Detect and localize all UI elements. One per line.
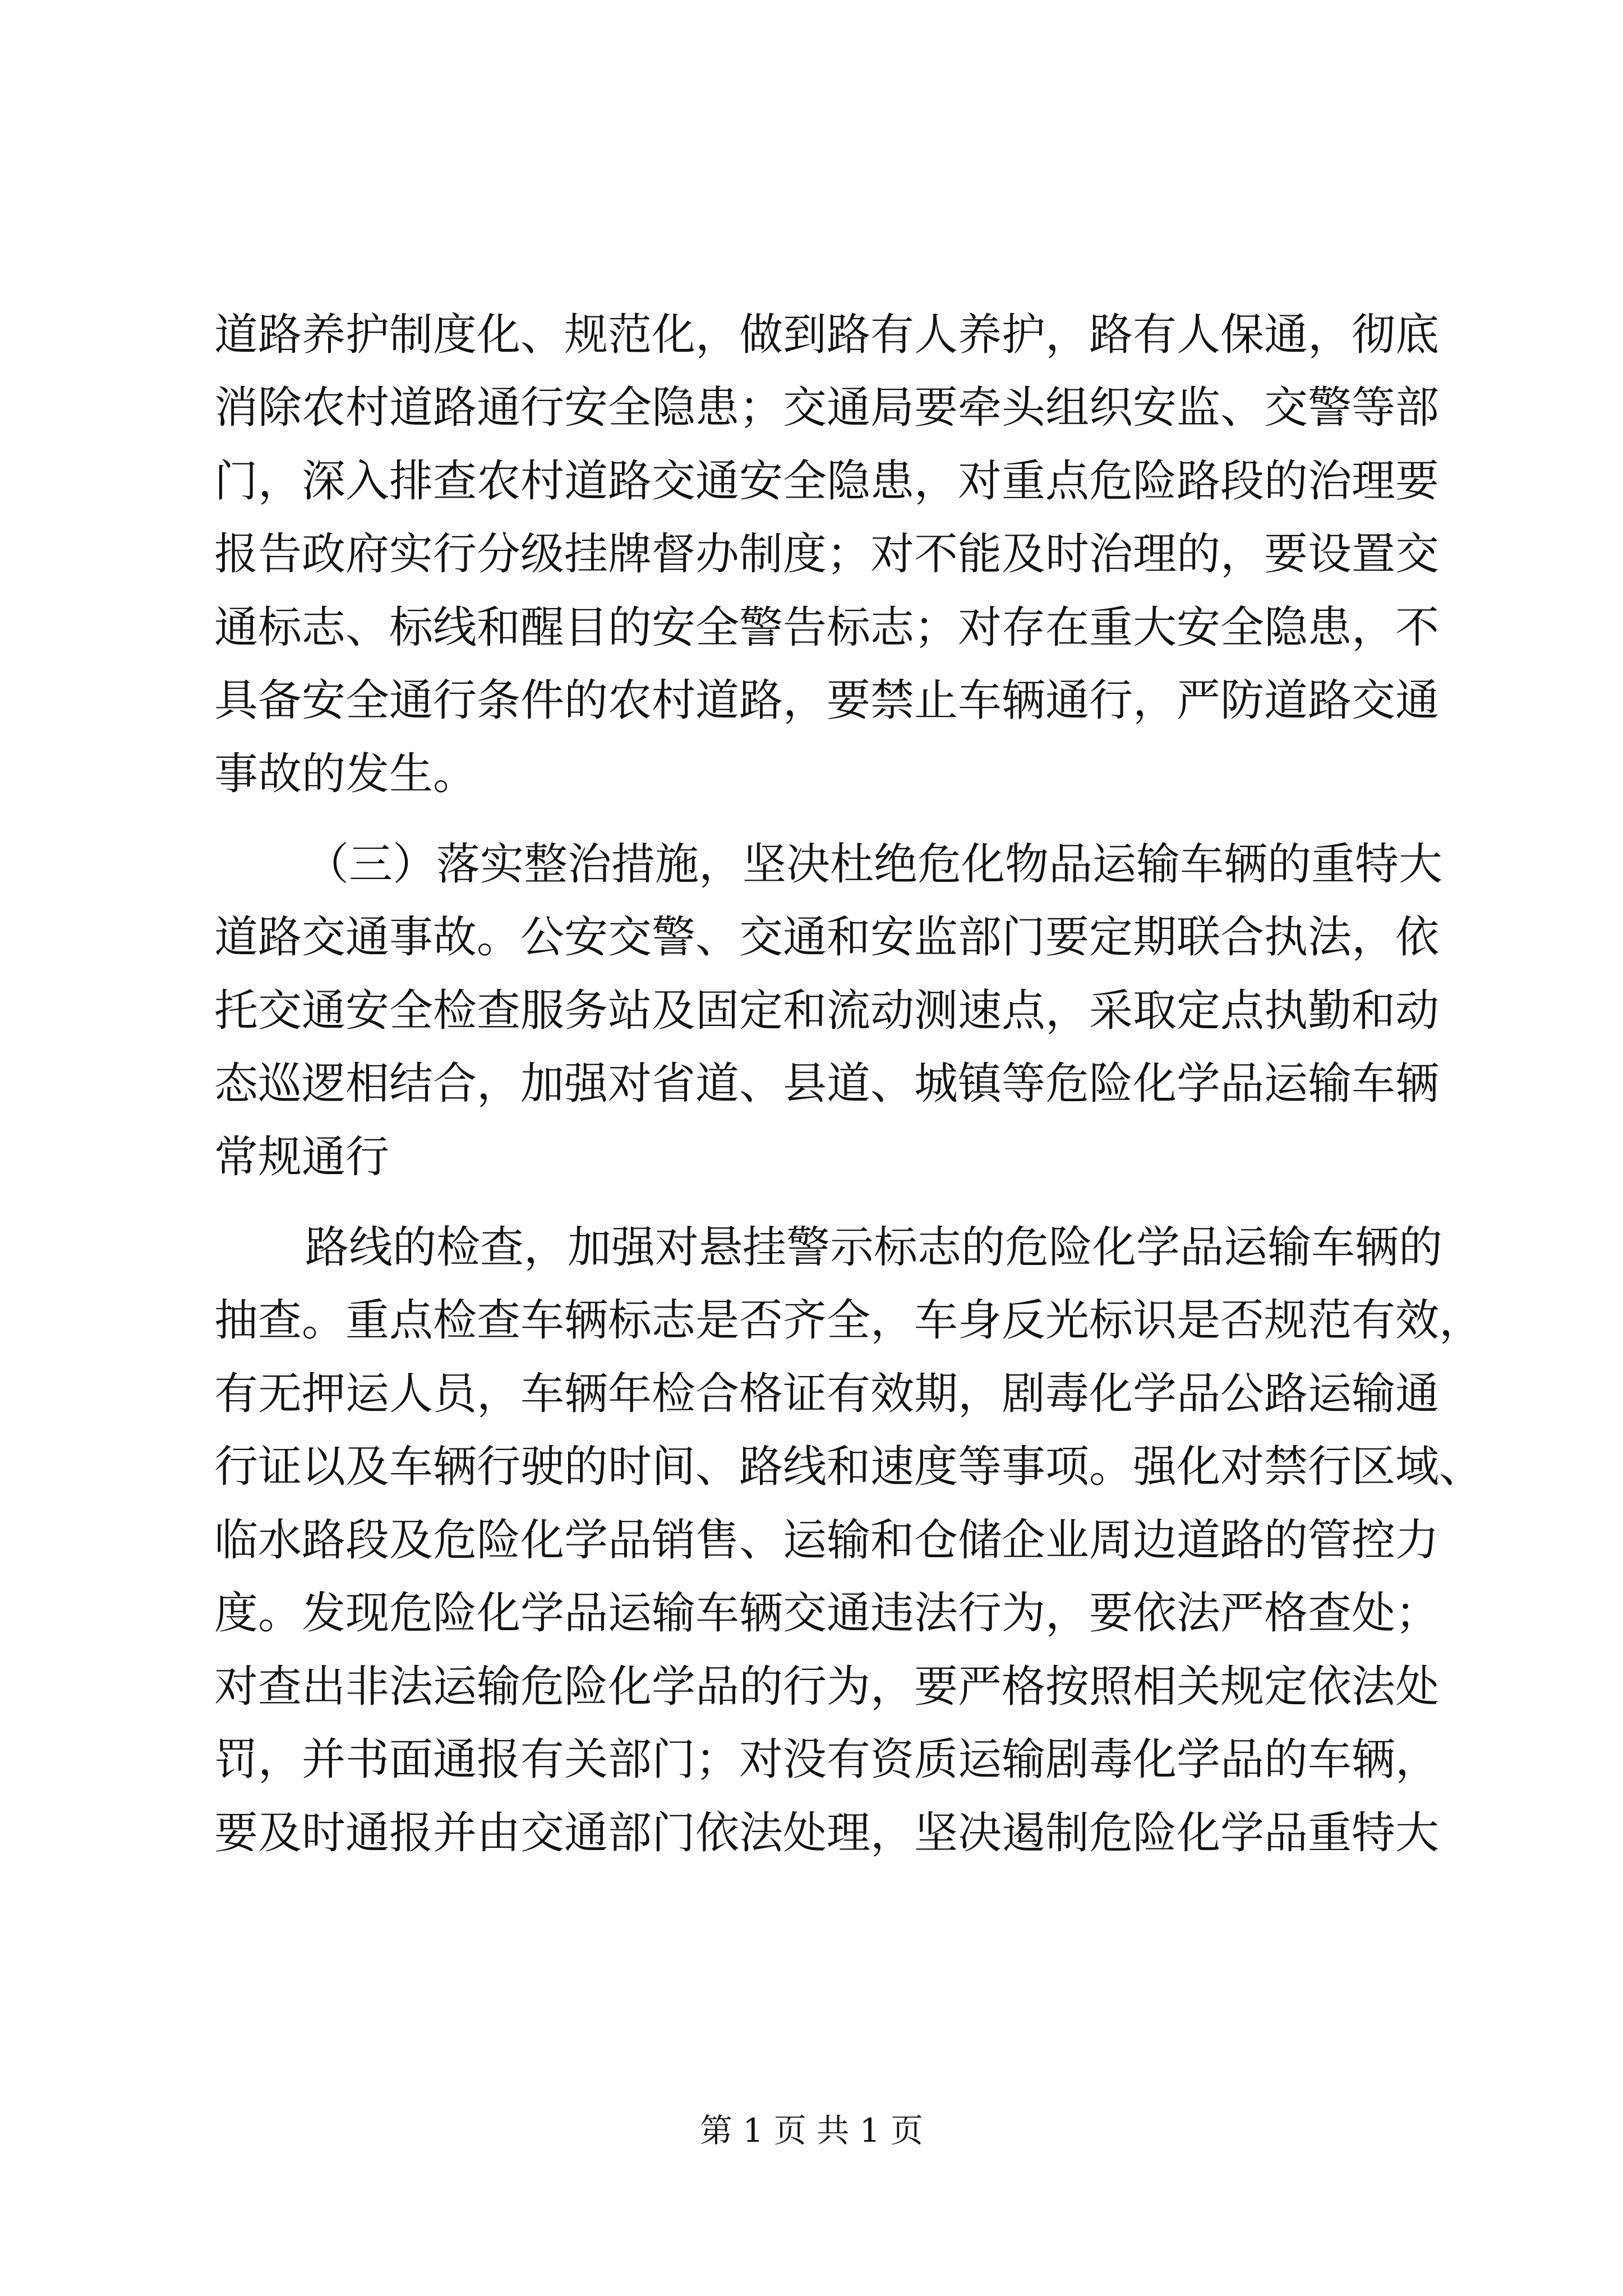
text-line-7: 事故的发生。 xyxy=(214,749,477,799)
text-line-1: 道路养护制度化、规范化，做到路有人养护，路有人保通，彻底 xyxy=(214,310,1440,360)
text-line-13: 路线的检查，加强对悬挂警示标志的危险化学品运输车辆的 xyxy=(305,1222,1443,1273)
page-footer: 第 1 页 共 1 页 xyxy=(700,2111,923,2150)
text-line-3: 门，深入排查农村道路交通安全隐患，对重点危险路段的治理要 xyxy=(214,456,1440,507)
text-line-2: 消除农村道路通行安全隐患；交通局要牵头组织安监、交警等部 xyxy=(214,383,1440,433)
text-line-6: 具备安全通行条件的农村道路，要禁止车辆通行，严防道路交通 xyxy=(214,675,1440,726)
text-line-8: （三）落实整治措施，坚决杜绝危化物品运输车辆的重特大 xyxy=(305,839,1443,890)
text-line-12: 常规通行 xyxy=(214,1132,390,1182)
text-line-4: 报告政府实行分级挂牌督办制度；对不能及时治理的，要设置交 xyxy=(214,529,1440,579)
text-line-9: 道路交通事故。公安交警、交通和安监部门要定期联合执法，依 xyxy=(214,912,1440,963)
text-line-17: 临水路段及危险化学品销售、运输和仓储企业周边道路的管控力 xyxy=(214,1515,1440,1566)
text-line-16: 行证以及车辆行驶的时间、路线和速度等事项。强化对禁行区域、 xyxy=(214,1442,1483,1492)
text-line-15: 有无押运人员，车辆年检合格证有效期，剧毒化学品公路运输通 xyxy=(214,1369,1440,1419)
text-line-11: 态巡逻相结合，加强对省道、县道、城镇等危险化学品运输车辆 xyxy=(214,1059,1440,1109)
text-line-18: 度。发现危险化学品运输车辆交通违法行为，要依法严格查处； xyxy=(214,1588,1440,1639)
text-line-21: 要及时通报并由交通部门依法处理，坚决遏制危险化学品重特大 xyxy=(214,1808,1440,1858)
text-line-20: 罚，并书面通报有关部门；对没有资质运输剧毒化学品的车辆， xyxy=(214,1734,1440,1785)
text-line-14: 抽查。重点检查车辆标志是否齐全，车身反光标识是否规范有效， xyxy=(214,1295,1483,1346)
text-line-5: 通标志、标线和醒目的安全警告标志；对存在重大安全隐患，不 xyxy=(214,602,1440,653)
text-line-19: 对查出非法运输危险化学品的行为，要严格按照相关规定依法处 xyxy=(214,1662,1440,1712)
text-line-10: 托交通安全检查服务站及固定和流动测速点，采取定点执勤和动 xyxy=(214,986,1440,1036)
